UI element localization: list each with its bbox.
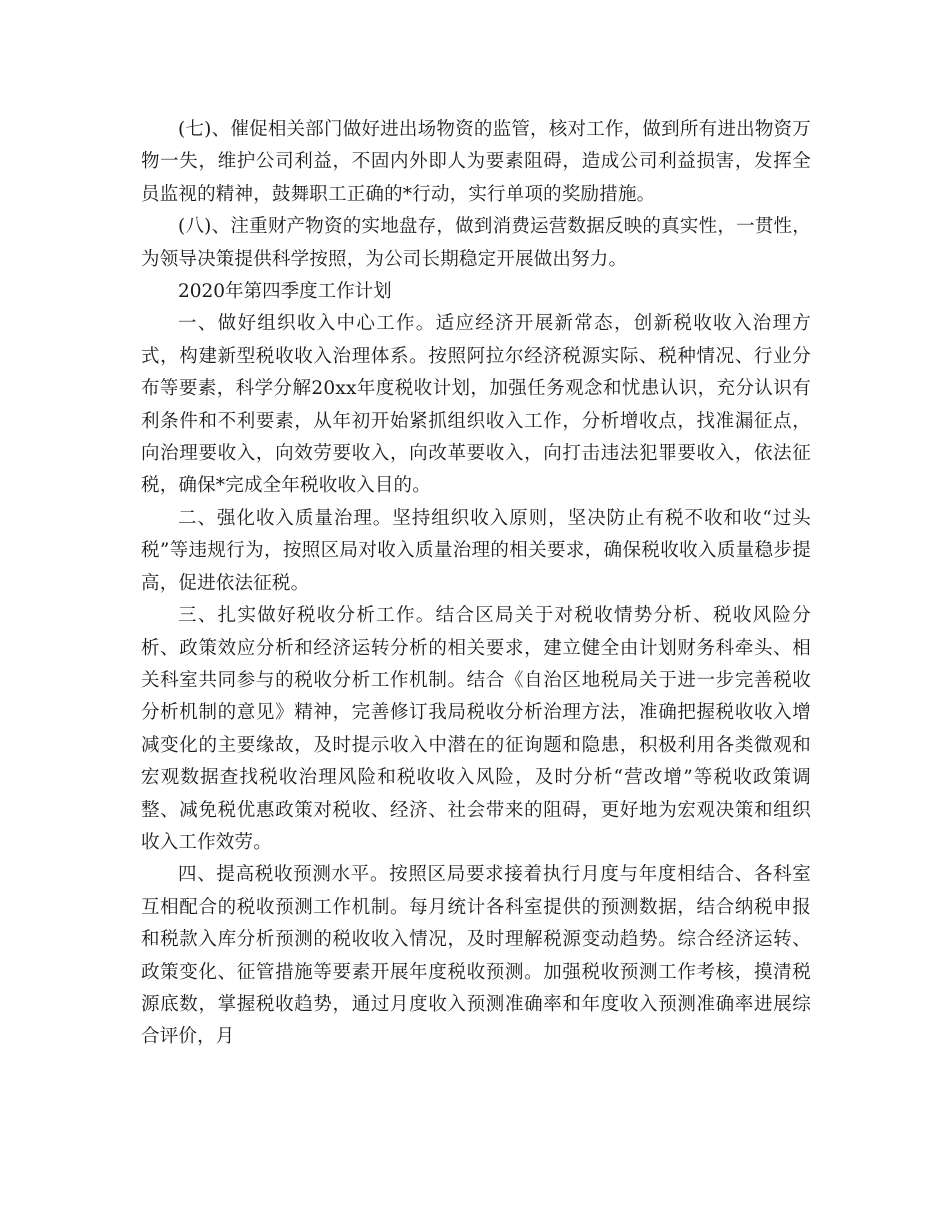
paragraph-plan-1: 一、做好组织收入中心工作。适应经济开展新常态，创新税收收入治理方式，构建新型税收收入治理体系。按照阿拉尔经济税源实际、税种情况、行业分布等要素，科学分解20xx年度税收计划，加强任务观念和忧患认识，充分认识有利条件和不利要素，从年初开始紧抓组织收入工作，分析增收点，找准漏征点，向治理要收入，向效劳要收入，向改革要收入，向打击违法犯罪要收入，依法征税，确保*完成全年税收收入目的。 [141, 313, 811, 497]
paragraph-item-7: (七)、催促相关部门做好进出场物资的监管，核对工作，做到所有进出物资万物一失，维护公司利益，不固内外即人为要素阻碍，造成公司利益损害，发挥全员监视的精神，鼓舞职工正确的*行动，实行单项的奖励措施。 [141, 119, 811, 205]
paragraph-plan-4: 四、提高税收预测水平。按照区局要求接着执行月度与年度相结合、各科室互相配合的税收预测工作机制。每月统计各科室提供的预测数据，结合纳税申报和税款入库分析预测的税收收入情况，及时理解税源变动趋势。综合经济运转、政策变化、征管措施等要素开展年度税收预测。加强税收预测工作考核，摸清税源底数，掌握税收趋势，通过月度收入预测准确率和年度收入预测准确率进展综合评价，月 [141, 864, 811, 1048]
paragraph-plan-2: 二、强化收入质量治理。坚持组织收入原则，坚决防止有税不收和收“过头税”等违规行为，按照区局对收入质量治理的相关要求，确保税收收入质量稳步提高，促进依法征税。 [141, 507, 811, 594]
section-heading: 2020年第四季度工作计划 [178, 281, 392, 303]
paragraph-plan-3: 三、扎实做好税收分析工作。结合区局关于对税收情势分析、税收风险分析、政策效应分析和经济运转分析的相关要求，建立健全由计划财务科牵头、相关科室共同参与的税收分析工作机制。结合《自治区地税局关于进一步完善税收分析机制的意见》精神，完善修订我局税收分析治理方法，准确把握税收收入增减变化的主要缘故，及时提示收入中潜在的征询题和隐患，积极利用各类微观和宏观数据查找税收治理风险和税收收入风险，及时分析“营改增”等税收政策调整、减免税优惠政策对税收、经济、社会带来的阻碍，更好地为宏观决策和组织收入工作效劳。 [141, 605, 811, 853]
document-body [141, 114, 811, 1054]
paragraph-item-8: (八)、注重财产物资的实地盘存，做到消费运营数据反映的真实性，一贯性，为领导决策提供科学按照，为公司长期稳定开展做出努力。 [141, 216, 811, 270]
